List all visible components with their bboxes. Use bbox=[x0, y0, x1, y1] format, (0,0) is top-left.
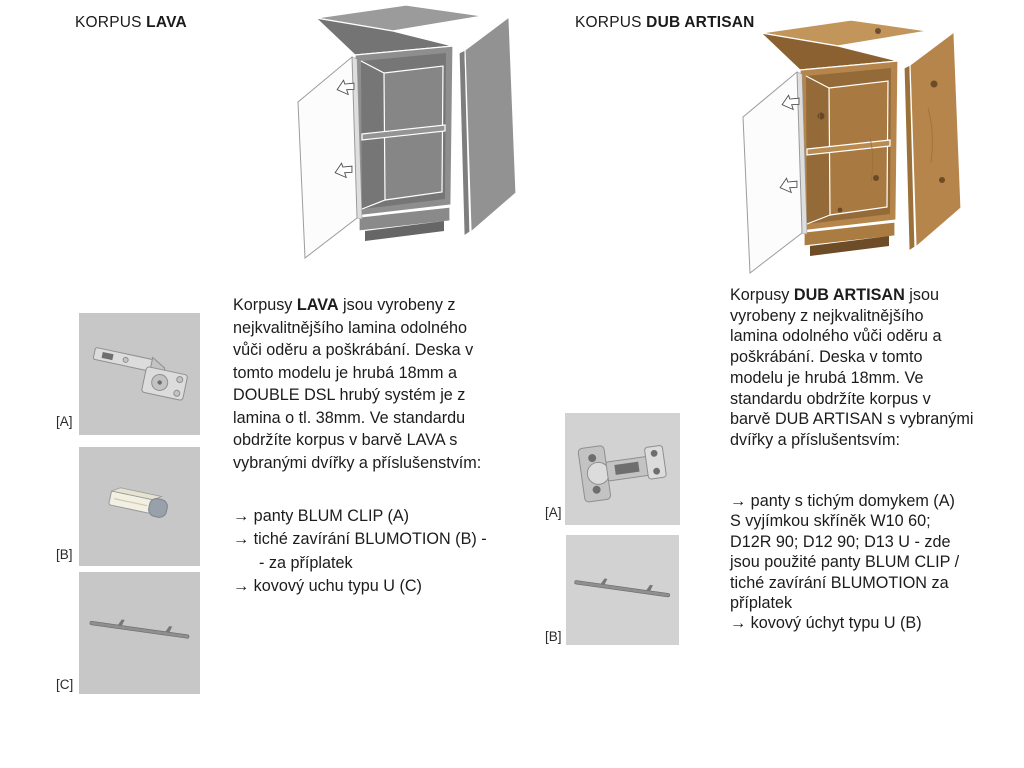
bullet-line: → panty s tichým domykem (A) bbox=[730, 492, 955, 510]
paragraph-line: poškrábání. Deska v tomto bbox=[730, 348, 923, 367]
paragraph-line: vůči oděru a poškrábání. Deska v bbox=[233, 341, 474, 359]
paragraph-line: DOUBLE DSL hrubý systém je z bbox=[233, 386, 466, 404]
text-segment: Korpusy bbox=[730, 286, 794, 304]
hardware-photo-hinge bbox=[79, 313, 200, 435]
bullet-line-continuation: D12R 90; D12 90; D13 U - zde bbox=[730, 532, 951, 551]
handle-icon bbox=[566, 535, 679, 645]
cabinet-lava-drawing bbox=[283, 3, 523, 268]
bullet-line-continuation: tiché zavírání BLUMOTION za bbox=[730, 573, 949, 592]
paragraph-line: lamina odolného vůči oděru a bbox=[730, 327, 942, 346]
paragraph-line: tomto modelu je hrubá 18mm a bbox=[233, 363, 458, 382]
paragraph-line: vybranými dvířky a příslušenstvím: bbox=[233, 453, 482, 472]
title-prefix: KORPUS bbox=[75, 14, 147, 31]
paragraph-line: modelu je hrubá 18mm. Ve bbox=[730, 368, 924, 387]
accessories-list-dub-artisan bbox=[730, 491, 959, 634]
text-segment: Korpusy bbox=[233, 296, 297, 314]
hardware-photo-damper bbox=[79, 447, 200, 566]
paragraph-line: barvě DUB ARTISAN s vybranými bbox=[730, 410, 974, 429]
hinge-icon bbox=[79, 313, 200, 435]
bullet-line: → panty BLUM CLIP (A) bbox=[233, 507, 410, 525]
paragraph-line bbox=[233, 294, 481, 317]
side-panel bbox=[465, 17, 516, 232]
hardware-label: [A] bbox=[56, 414, 73, 429]
page-title-lava bbox=[75, 14, 187, 32]
hardware-label: [C] bbox=[56, 677, 74, 692]
text-segment-bold: DUB ARTISAN bbox=[793, 286, 905, 304]
paragraph-line: nejkvalitnějšího lamina odolného bbox=[233, 318, 467, 337]
hardware-label: [B] bbox=[545, 629, 562, 644]
paragraph-line: obdržíte korpus v barvě LAVA s bbox=[233, 431, 458, 449]
paragraph-line: dvířky a příslušentsvím: bbox=[730, 430, 901, 449]
title-name: LAVA bbox=[146, 14, 187, 31]
accessories-list-lava bbox=[233, 505, 487, 598]
title-name: DUB ARTISAN bbox=[646, 14, 755, 31]
description-lava bbox=[233, 294, 481, 474]
bullet-line-continuation: příplatek bbox=[730, 594, 793, 613]
text-segment-bold: LAVA bbox=[296, 296, 339, 314]
cabinet-3d-render-dub-artisan bbox=[728, 18, 968, 283]
text-segment: jsou vyrobeny z bbox=[338, 296, 456, 314]
bullet-line: → kovový uchu typu U (C) bbox=[233, 576, 422, 595]
bullet-line: → tiché zavírání BLUMOTION (B) - bbox=[233, 530, 487, 549]
paragraph-line: lamina o tl. 38mm. Ve standardu bbox=[233, 408, 466, 427]
handle-icon bbox=[79, 572, 200, 694]
damper-icon bbox=[79, 447, 200, 566]
hardware-photo-handle bbox=[79, 572, 200, 694]
cabinet-artisan-drawing bbox=[728, 18, 968, 283]
paragraph-line bbox=[730, 285, 973, 306]
bullet-line-continuation: - za příplatek bbox=[259, 553, 353, 572]
bullet-line-continuation: S vyjímkou skříněk W10 60; bbox=[730, 512, 931, 531]
hardware-label: [B] bbox=[56, 547, 73, 562]
side-panel bbox=[910, 32, 961, 247]
paragraph-line: vyrobeny z nejkvalitnějšího bbox=[730, 306, 924, 325]
paragraph-line: standardu obdržíte korpus v bbox=[730, 389, 931, 408]
hardware-label: [A] bbox=[545, 505, 562, 520]
title-prefix: KORPUS bbox=[575, 14, 647, 31]
compact-hinge-icon bbox=[565, 413, 680, 525]
hardware-photo-handle bbox=[566, 535, 679, 645]
cabinet-3d-render-lava bbox=[283, 3, 523, 268]
bullet-line-continuation: jsou použité panty BLUM CLIP / bbox=[730, 553, 960, 572]
bullet-line: → kovový úchyt typu U (B) bbox=[730, 614, 922, 633]
description-dub-artisan bbox=[730, 285, 973, 451]
text-segment: jsou bbox=[904, 286, 940, 304]
hardware-photo-softclose-hinge bbox=[565, 413, 680, 525]
